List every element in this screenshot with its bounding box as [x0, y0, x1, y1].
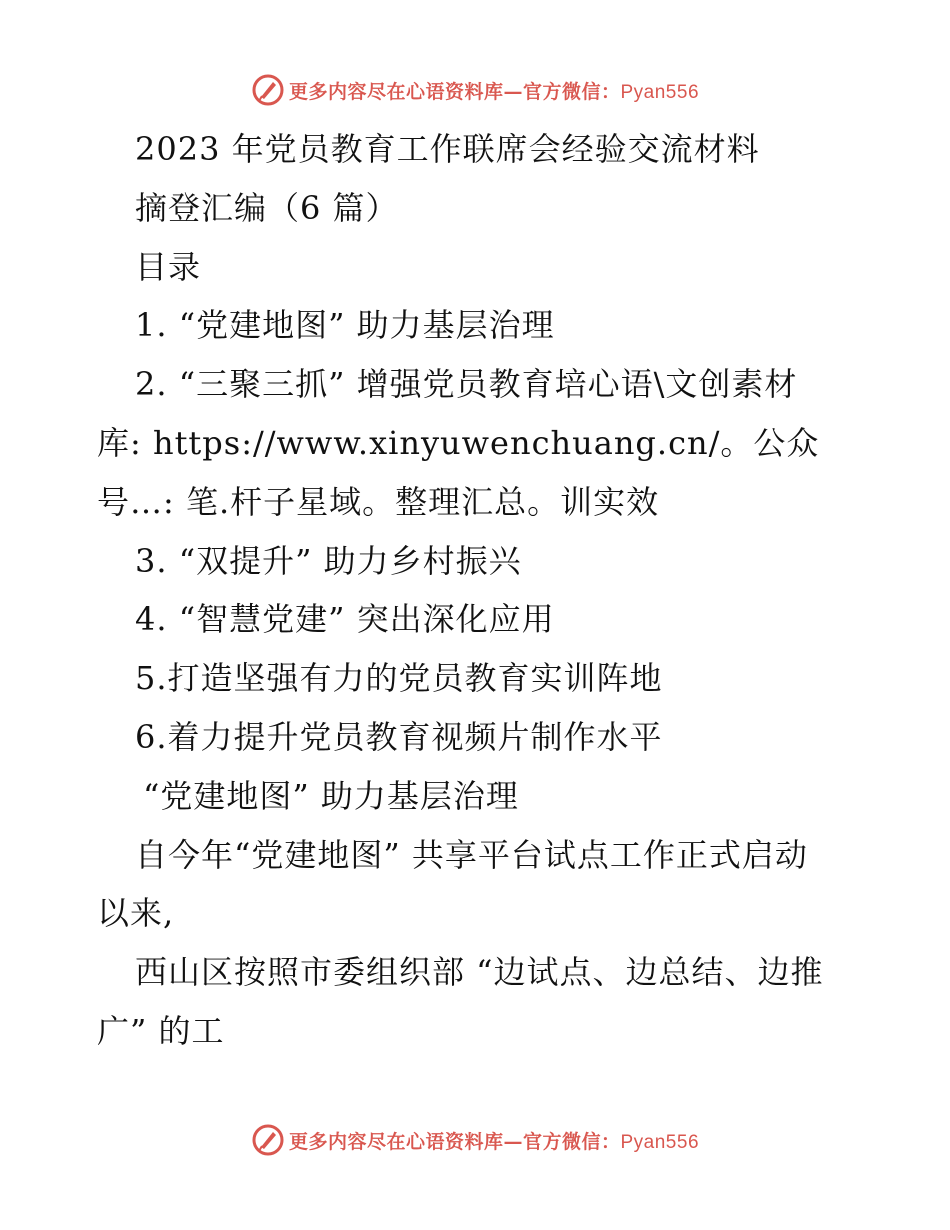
watermark-text: 更多内容尽在心语资料库—官方微信：: [288, 80, 621, 103]
quill-pen-logo-icon: [251, 1123, 285, 1157]
paragraph-line: 以来,: [97, 894, 175, 933]
quill-pen-logo-icon: [251, 73, 285, 107]
wechat-id: Pyan556: [620, 81, 700, 103]
toc-item-2-continued: 库: https://www.xinyuwenchuang.cn/。公众: [97, 423, 820, 462]
toc-item-2-continued-2: 号…: 笔.杆子星域。整理汇总。训实效: [97, 482, 660, 521]
toc-item-4: 4. “智慧党建” 突出深化应用: [135, 600, 555, 639]
toc-item-2: 2. “三聚三抓” 增强党员教育培心语\文创素材: [135, 365, 798, 404]
paragraph-line: 自今年“党建地图” 共享平台试点工作正式启动: [135, 835, 808, 874]
paragraph-line: 广” 的工: [97, 1011, 225, 1050]
document-body: [97, 120, 867, 1061]
wechat-id: Pyan556: [620, 1131, 700, 1153]
paragraph-line: 西山区按照市委组织部 “边试点、边总结、边推: [135, 953, 824, 992]
doc-title-line-2: 摘登汇编（6 篇）: [135, 188, 399, 227]
watermark-text: 更多内容尽在心语资料库—官方微信：: [288, 1130, 621, 1153]
section-heading: “党建地图” 助力基层治理: [143, 776, 519, 815]
doc-title-line-1: 2023 年党员教育工作联席会经验交流材料: [135, 130, 760, 168]
footer-watermark: [0, 1120, 950, 1160]
toc-heading: 目录: [135, 247, 202, 286]
toc-item-5: 5.打造坚强有力的党员教育实训阵地: [135, 659, 663, 698]
toc-item-1: 1. “党建地图” 助力基层治理: [135, 306, 555, 345]
toc-item-3: 3. “双提升” 助力乡村振兴: [135, 541, 522, 580]
header-watermark: [0, 70, 950, 110]
toc-item-6: 6.着力提升党员教育视频片制作水平: [135, 717, 663, 756]
